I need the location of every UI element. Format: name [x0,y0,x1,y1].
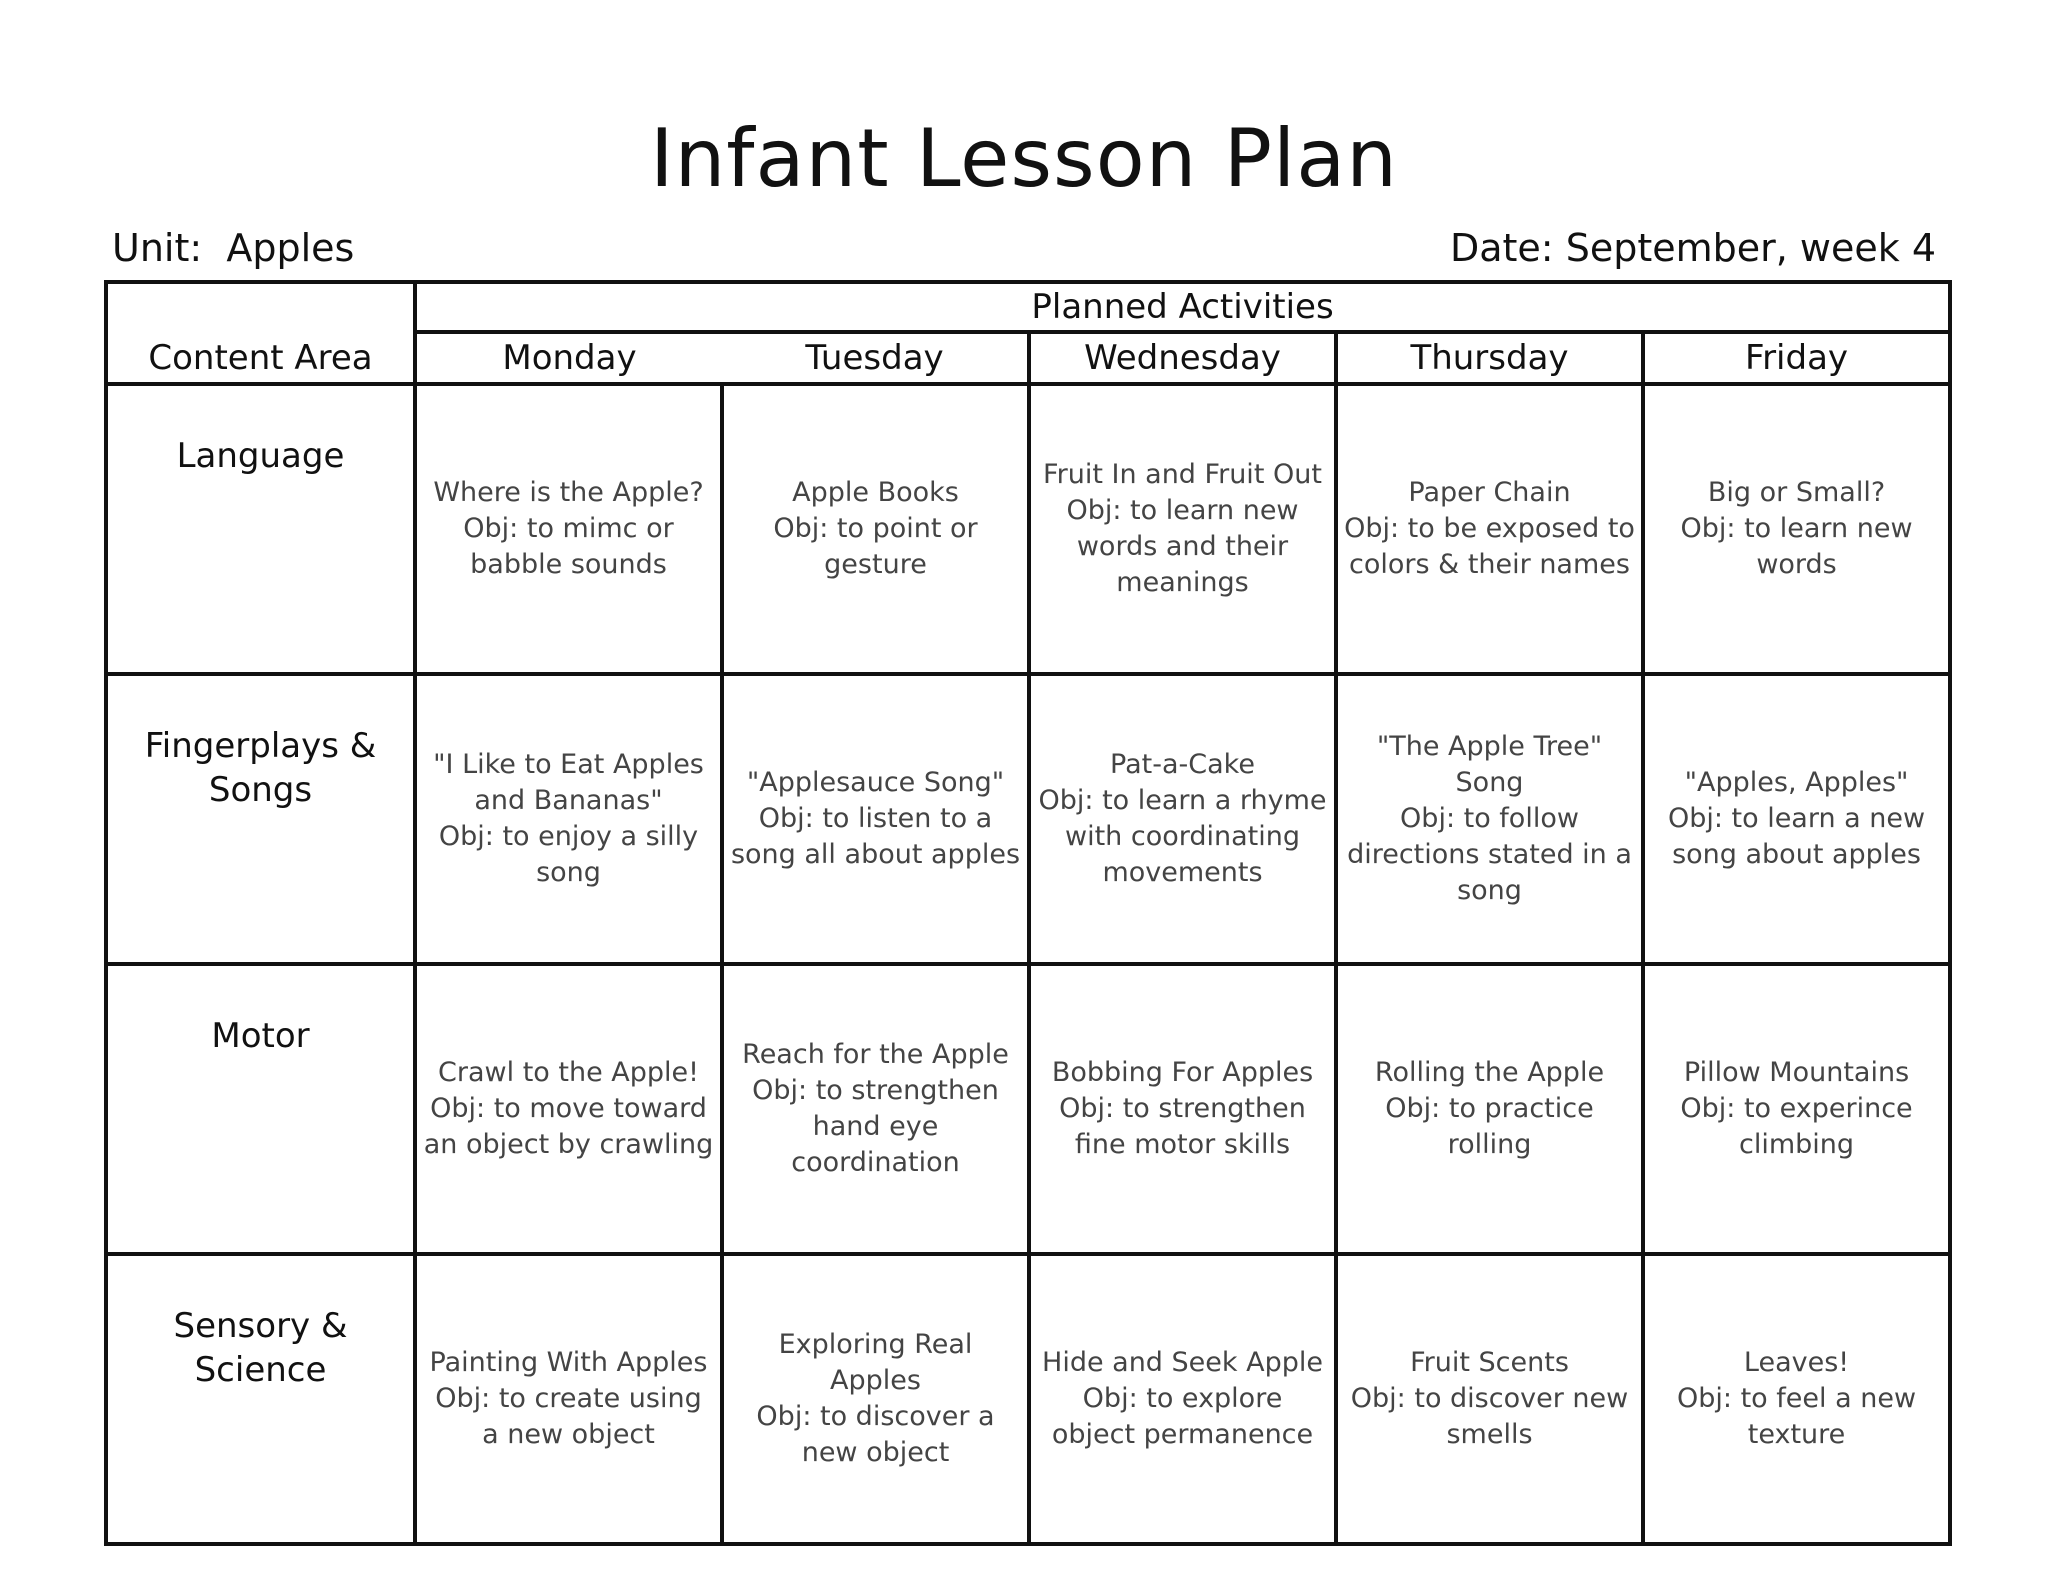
table-row [106,674,1950,964]
activity-objective: Obj: to learn new words [1680,513,1913,580]
activity-cell-friday [1643,964,1950,1254]
activity-objective: Obj: to learn a rhyme with coordinating movements [1038,785,1327,888]
activity-title: Reach for the Apple [742,1039,1009,1070]
activity-cell-wednesday [1029,674,1336,964]
activity-objective: Obj: to mimc or babble sounds [463,513,674,580]
activity-title: Apple Books [792,477,959,508]
activity-objective: Obj: to discover new smells [1350,1383,1629,1450]
activity-title: Rolling the Apple [1374,1057,1605,1088]
activity-title: Exploring Real Apples [778,1329,973,1396]
date-line [1450,226,1936,270]
unit-value: Apples [226,226,355,270]
activity-cell-thursday [1336,964,1643,1254]
activity-cell-thursday [1336,674,1643,964]
activity-cell-tuesday [722,384,1029,674]
activity-title: "Apples, Apples" [1684,767,1909,798]
activity-cell-monday [415,674,722,964]
activity-title: Where is the Apple? [433,477,704,508]
activity-objective: Obj: to listen to a song all about apples [730,803,1021,870]
content-area-cell: Motor [106,964,415,1254]
table-row [106,964,1950,1254]
activity-title: Leaves! [1743,1347,1850,1378]
activity-objective: Obj: to move toward an object by crawling [423,1093,714,1160]
activity-objective: Obj: to enjoy a silly song [438,821,699,888]
lesson-plan-body [106,384,1950,1544]
activity-title: Paper Chain [1408,477,1571,508]
activity-objective: Obj: to follow directions stated in a song [1347,803,1632,906]
activity-objective: Obj: to learn a new song about apples [1667,803,1926,870]
activity-cell-thursday [1336,384,1643,674]
activity-objective: Obj: to discover a new object [756,1401,995,1468]
table-row [106,384,1950,674]
day-header-tuesday: Tuesday [722,332,1029,384]
date-label: Date: [1449,226,1554,270]
page-title: Infant Lesson Plan [650,112,1398,205]
activity-cell-friday [1643,384,1950,674]
activity-objective: Obj: to feel a new texture [1677,1383,1917,1450]
activity-title: Big or Small? [1707,477,1886,508]
unit-label: Unit: [112,226,203,270]
activity-cell-monday [415,384,722,674]
activity-cell-monday [415,964,722,1254]
unit-line [112,226,354,270]
activity-objective: Obj: to strengthen hand eye coordination [752,1075,999,1178]
content-area-header: Content Area [106,282,415,384]
day-header-wednesday: Wednesday [1029,332,1336,384]
content-area-cell: Language [106,384,415,674]
activity-title: Pat-a-Cake [1110,749,1255,780]
activity-cell-tuesday [722,674,1029,964]
activity-objective: Obj: to create using a new object [435,1383,702,1450]
day-header-thursday: Thursday [1336,332,1643,384]
activity-title: Painting With Apples [429,1347,708,1378]
activity-cell-friday [1643,1254,1950,1544]
day-header-monday: Monday [415,332,722,384]
activity-objective: Obj: to be exposed to colors & their names [1344,513,1635,580]
table-row [106,1254,1950,1544]
activity-title: Hide and Seek Apple [1042,1347,1323,1378]
activity-objective: Obj: to practice rolling [1385,1093,1594,1160]
lesson-plan-table [104,280,1952,1546]
activity-cell-monday [415,1254,722,1544]
activity-objective: Obj: to explore object permanence [1051,1383,1314,1450]
activity-objective: Obj: to point or gesture [773,513,978,580]
activity-cell-wednesday [1029,964,1336,1254]
activity-objective: Obj: to strengthen fine motor skills [1059,1093,1306,1160]
planned-activities-header: Planned Activities [415,282,1950,332]
activity-cell-wednesday [1029,384,1336,674]
content-area-cell: Sensory & Science [106,1254,415,1544]
activity-cell-wednesday [1029,1254,1336,1544]
activity-title: Fruit Scents [1410,1347,1569,1378]
content-area-cell: Fingerplays & Songs [106,674,415,964]
activity-objective: Obj: to experince climbing [1680,1093,1913,1160]
activity-cell-tuesday [722,1254,1029,1544]
activity-cell-thursday [1336,1254,1643,1544]
activity-title: "I Like to Eat Apples and Bananas" [433,749,704,816]
day-header-friday: Friday [1643,332,1950,384]
activity-cell-friday [1643,674,1950,964]
date-value: September, week 4 [1565,226,1936,270]
activity-title: Pillow Mountains [1683,1057,1910,1088]
activity-title: "Applesauce Song" [746,767,1005,798]
activity-title: Bobbing For Apples [1051,1057,1314,1088]
activity-title: Crawl to the Apple! [438,1057,699,1088]
activity-title: Fruit In and Fruit Out [1043,459,1322,490]
activity-objective: Obj: to learn new words and their meanings [1066,495,1299,598]
activity-cell-tuesday [722,964,1029,1254]
activity-title: "The Apple Tree" Song [1376,731,1603,798]
